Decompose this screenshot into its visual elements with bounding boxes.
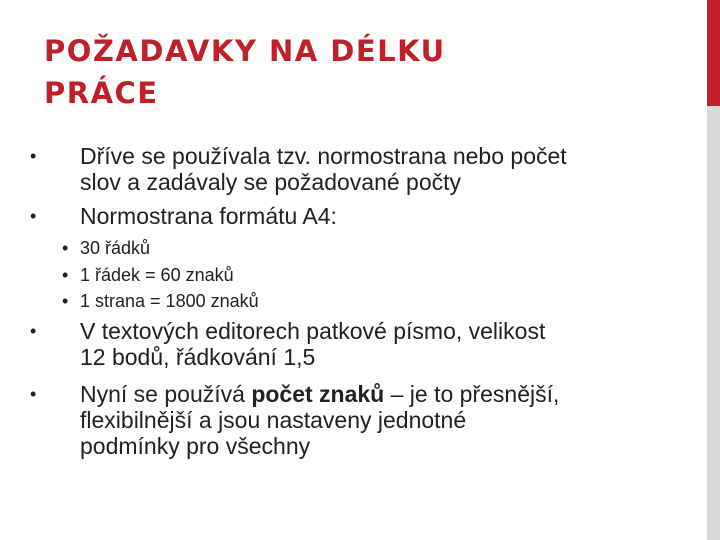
- bullet-text-line: flexibilnější a jsou nastaveny jednotné: [80, 407, 467, 433]
- title-line-2: PRÁCE: [44, 76, 159, 110]
- sub-bullet-item: [62, 290, 562, 312]
- bullet-dot: •: [62, 291, 69, 311]
- bullet-text-line: V textových editorech patkové písmo, velikost: [80, 318, 546, 344]
- bullet-dot: •: [30, 206, 37, 226]
- bullet-dot: •: [62, 238, 69, 258]
- bullet-dot: •: [30, 146, 37, 166]
- bullet-text-line: Dříve se používala tzv. normostrana nebo počet: [80, 143, 567, 169]
- title-line-1: POŽADAVKY NA DÉLKU: [44, 34, 446, 68]
- bullet-text-line: Normostrana formátu A4:: [80, 203, 337, 229]
- sub-bullet-text: 1 strana = 1800 znaků: [80, 291, 259, 311]
- sub-bullet-text: 30 řádků: [80, 238, 151, 258]
- bullet-text-segment: Nyní se používá: [80, 381, 252, 407]
- bullet-dot: •: [62, 265, 69, 285]
- bullet-text-line: slov a zadávaly se požadované počty: [80, 169, 462, 195]
- bullet-dot: •: [30, 384, 37, 404]
- slide-title: [44, 30, 644, 114]
- bullet-text-line: podmínky pro všechny: [80, 433, 311, 459]
- bullet-text-line: [80, 381, 664, 407]
- bullet-bold-text: počet znaků: [251, 381, 385, 407]
- bullet-text-line: 12 bodů, řádkování 1,5: [80, 344, 316, 370]
- sub-bullet-item: [62, 237, 562, 259]
- sub-bullet-item: [62, 264, 562, 286]
- bullet-text-segment: – je to přesnější,: [384, 381, 560, 407]
- sub-bullet-text: 1 řádek = 60 znaků: [80, 265, 234, 285]
- bullet-dot: •: [30, 321, 37, 341]
- accent-bar: [707, 0, 720, 106]
